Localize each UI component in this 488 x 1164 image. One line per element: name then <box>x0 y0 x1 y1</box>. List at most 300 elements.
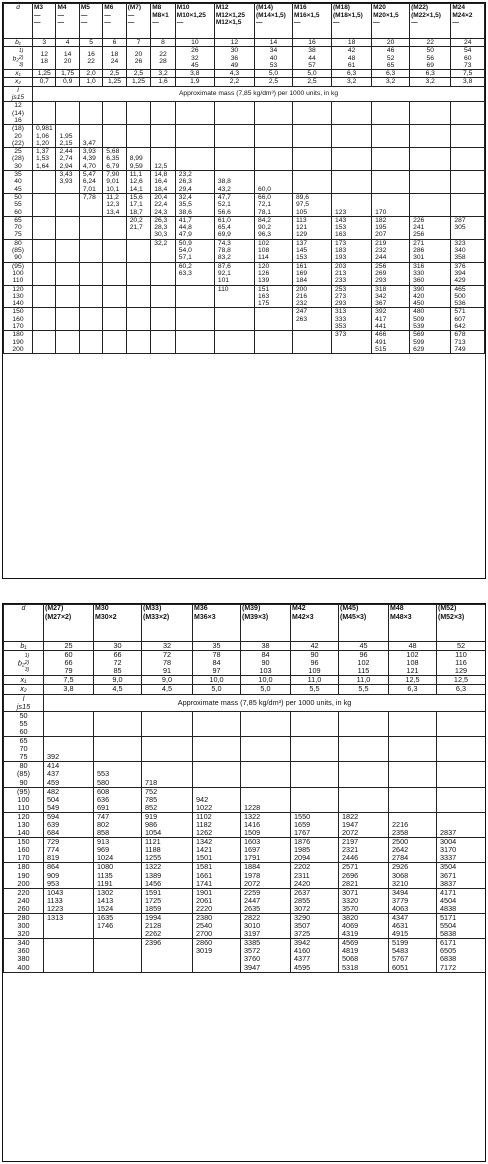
mass-value <box>296 102 330 109</box>
length-value: 190 <box>17 870 30 880</box>
mass-value: 6838 <box>440 954 457 964</box>
mass-value <box>258 133 291 140</box>
mass-cell <box>292 125 331 148</box>
mass-value <box>36 277 54 284</box>
mass-cell <box>126 125 151 148</box>
mass-cell <box>291 914 339 939</box>
size-designation: M6 <box>104 4 114 11</box>
length-value: 380 <box>17 954 30 964</box>
mass-value: 269 <box>375 269 387 277</box>
mass-cell <box>44 711 94 736</box>
mass-value: 92,1 <box>217 269 231 277</box>
size-header <box>175 4 214 39</box>
x2-row <box>4 685 486 694</box>
mass-value: 1022 <box>196 802 213 812</box>
length-value: 65 <box>14 216 22 224</box>
mass-value: 2860 <box>196 938 213 948</box>
mass-value <box>106 339 124 346</box>
mass-cell <box>255 239 293 262</box>
mass-value: 482 <box>47 787 60 796</box>
mass-value: 919 <box>145 812 158 821</box>
mass-value <box>413 186 449 193</box>
length-value: 40 <box>14 178 22 186</box>
size-designation: — <box>373 19 380 26</box>
length-group-row <box>4 762 486 787</box>
mass-value: 515 <box>375 345 387 353</box>
mass-value <box>218 346 253 353</box>
mass-value: 500 <box>454 292 466 300</box>
mass-value <box>59 308 77 315</box>
mass-value <box>130 117 150 124</box>
mass-value <box>296 117 330 124</box>
mass-cell <box>79 285 102 308</box>
mass-cell <box>332 285 372 308</box>
mass-value <box>258 308 291 315</box>
mass-value <box>83 254 101 261</box>
mass-value <box>342 745 387 753</box>
mass-value: 353 <box>335 322 347 330</box>
size-header <box>292 4 331 39</box>
mass-value: 909 <box>47 870 60 880</box>
length-group-row <box>4 939 486 972</box>
mass-value: 5068 <box>342 954 359 964</box>
mass-value: 4069 <box>342 921 359 931</box>
mass-value <box>106 323 124 330</box>
mass-value: 360 <box>413 277 425 285</box>
mass-value <box>83 125 101 132</box>
mass-value <box>179 286 213 293</box>
mass-value: 2571 <box>342 862 359 872</box>
mass-value <box>106 117 124 124</box>
length-value: 65 <box>19 736 28 746</box>
mass-value <box>145 728 191 736</box>
mass-value <box>154 286 174 293</box>
size-designation: M20×1,5 <box>373 11 399 19</box>
mass-value <box>179 339 213 346</box>
length-values <box>4 737 44 762</box>
mass-cell <box>451 216 485 239</box>
size-header-row <box>4 605 486 642</box>
mass-value: 376 <box>454 262 466 270</box>
mass-value: 163 <box>258 292 270 300</box>
mass-cell <box>332 102 372 125</box>
mass-value <box>454 209 483 216</box>
size-designation: (M52×3) <box>438 613 465 621</box>
mass-value: 102 <box>258 239 270 247</box>
b2-value: 96 <box>310 658 319 668</box>
size-header <box>332 4 372 39</box>
mass-cell <box>44 812 94 837</box>
x1-value: 9,0 <box>94 676 142 685</box>
x2-row <box>4 78 485 86</box>
b2-value: 18 <box>40 58 48 66</box>
mass-cell <box>214 285 254 308</box>
mass-value <box>218 331 253 338</box>
mass-value: 1994 <box>145 913 162 922</box>
mass-value: 2094 <box>294 853 311 863</box>
mass-value: 4160 <box>294 946 311 956</box>
mass-value <box>218 148 253 155</box>
length-value: 150 <box>17 837 30 847</box>
mass-value <box>413 201 449 208</box>
mass-value: 2784 <box>392 853 409 863</box>
mass-cell <box>389 737 437 762</box>
mass-value: 26,3 <box>178 178 192 186</box>
mass-value <box>454 148 483 155</box>
b1-value: 22 <box>410 39 451 47</box>
mass-value: 1135 <box>97 870 113 880</box>
b1-value: 32 <box>142 642 193 651</box>
mass-value: 691 <box>97 802 110 812</box>
mass-value: 5,68 <box>106 148 120 156</box>
mass-value <box>375 140 408 147</box>
mass-cell <box>175 331 214 354</box>
mass-cell <box>103 102 126 125</box>
mass-cell <box>339 711 389 736</box>
size-designation: (M14×1,5) <box>256 11 286 19</box>
mass-value <box>154 323 174 330</box>
mass-value <box>154 300 174 307</box>
size-designation: (M22×1,5) <box>411 11 441 19</box>
x2-value: 5,0 <box>241 685 291 694</box>
mass-value <box>258 339 291 346</box>
mass-cell <box>410 125 451 148</box>
mass-value: 241 <box>413 224 425 232</box>
mass-value: 2321 <box>342 845 359 855</box>
x2-value: 5,5 <box>291 685 339 694</box>
mass-value <box>154 155 174 162</box>
size-designation: — <box>127 19 135 26</box>
length-value: 190 <box>12 338 24 346</box>
size-designation: (M14) <box>256 4 273 11</box>
mass-value: 678 <box>454 331 466 339</box>
mass-value <box>335 163 370 170</box>
mass-value <box>454 140 483 147</box>
mass-value: 30,3 <box>154 231 168 239</box>
mass-value <box>440 813 484 821</box>
mass-cell <box>332 216 372 239</box>
x2-value: 0,7 <box>33 78 56 86</box>
mass-value <box>342 770 387 778</box>
mass-value: 316 <box>413 262 425 270</box>
mass-cell <box>437 787 486 812</box>
mass-value <box>196 745 239 753</box>
length-value: 12 <box>14 102 22 110</box>
x2-value: 3,8 <box>44 685 94 694</box>
mass-value <box>106 240 124 247</box>
mass-cell <box>332 193 372 216</box>
size-designation: (M33×2) <box>143 613 170 621</box>
mass-value: 1133 <box>47 895 63 905</box>
mass-value: 89,6 <box>295 193 309 201</box>
mass-value: 749 <box>454 345 466 353</box>
length-group-row <box>4 737 486 762</box>
mass-value: 1228 <box>244 802 261 812</box>
mass-cell <box>291 737 339 762</box>
mass-value: 373 <box>335 331 347 339</box>
mass-value: 1054 <box>145 828 162 838</box>
mass-cell <box>241 863 291 888</box>
x1-row <box>4 676 486 685</box>
size-designation: M30 <box>95 605 109 612</box>
b2-value: 84 <box>212 658 221 668</box>
b2-value: 61 <box>347 61 356 69</box>
mass-cell <box>33 193 56 216</box>
mass-note: Approximate mass (7,85 kg/dm³) per 1000 units, in kg <box>33 86 485 102</box>
mass-value: 15,6 <box>129 193 143 201</box>
b1-row <box>4 642 486 651</box>
mass-value: 293 <box>335 300 347 308</box>
mass-cell <box>372 239 410 262</box>
length-group-row <box>4 216 485 239</box>
x1-value: 6,3 <box>332 70 372 78</box>
b2-value: 78 <box>212 650 221 660</box>
mass-value: 18,4 <box>154 185 168 193</box>
mass-value <box>196 728 239 736</box>
mass-value <box>440 762 484 770</box>
size-header <box>33 4 56 39</box>
mass-value: 3197 <box>244 929 261 939</box>
mass-value: 7,01 <box>82 185 96 193</box>
mass-value: 480 <box>413 308 425 316</box>
mass-cell <box>451 331 485 354</box>
mass-value <box>179 140 213 147</box>
mass-value <box>83 339 101 346</box>
b2-values <box>339 651 389 676</box>
mass-cell <box>410 285 451 308</box>
length-values <box>4 262 33 285</box>
mass-cell <box>291 711 339 736</box>
b2-value: 36 <box>230 54 239 62</box>
mass-value: 129 <box>295 231 308 239</box>
size-header <box>126 4 151 39</box>
mass-cell <box>451 262 485 285</box>
mass-cell <box>193 711 241 736</box>
mass-value <box>36 286 54 293</box>
mass-cell <box>151 216 176 239</box>
mass-value: 684 <box>47 828 60 838</box>
mass-cell <box>437 737 486 762</box>
x2-value: 3,2 <box>372 78 410 86</box>
mass-value: 2072 <box>342 828 359 838</box>
mass-value: 6,79 <box>106 162 120 170</box>
mass-value: 78,1 <box>258 208 272 216</box>
mass-cell <box>103 285 126 308</box>
mass-value <box>335 117 370 124</box>
mass-value <box>179 323 213 330</box>
mass-cell <box>103 193 126 216</box>
mass-value <box>244 728 289 736</box>
mass-value <box>294 804 337 812</box>
mass-value: 718 <box>145 777 158 787</box>
size-designation: (M18) <box>333 4 350 11</box>
mass-value: 367 <box>375 300 387 308</box>
length-value: 160 <box>17 845 30 855</box>
mass-cell <box>332 171 372 194</box>
x1-value: 11,0 <box>291 676 339 685</box>
length-values <box>4 914 44 939</box>
size-designation: M24×2 <box>452 11 473 19</box>
mass-value <box>59 263 77 270</box>
b2-values <box>44 651 94 676</box>
x2-label: x₂ <box>4 78 33 86</box>
length-value: 20 <box>14 132 22 140</box>
mass-value: 50,9 <box>178 239 192 247</box>
x1-value: 3,8 <box>175 70 214 78</box>
b2-value: 54 <box>463 47 472 55</box>
mass-value: 986 <box>145 819 158 829</box>
mass-value <box>375 102 408 109</box>
size-designation: — <box>57 19 64 26</box>
mass-value <box>83 102 101 109</box>
mass-value: 1524 <box>97 903 114 913</box>
mass-cell <box>142 914 193 939</box>
mass-value <box>413 125 449 132</box>
mass-value <box>154 102 174 109</box>
b1-value: 24 <box>451 39 485 47</box>
mass-value: 607 <box>454 315 466 323</box>
b2-value: 78 <box>162 658 172 668</box>
mass-cell <box>241 888 291 913</box>
mass-value: 1767 <box>294 828 311 838</box>
b2-values <box>332 47 372 70</box>
mass-cell <box>79 102 102 125</box>
b2-value: 45 <box>191 61 199 69</box>
mass-value: 5504 <box>440 921 457 931</box>
mass-value <box>36 293 54 300</box>
mass-value: 6,24 <box>82 178 96 186</box>
mass-value <box>36 102 54 109</box>
mass-cell <box>151 193 176 216</box>
mass-value: 1342 <box>196 837 213 847</box>
length-value: 90 <box>19 777 28 787</box>
b2-value: 65 <box>386 61 395 69</box>
mass-value <box>244 762 289 770</box>
mass-cell <box>79 308 102 331</box>
length-value: 16 <box>14 116 22 124</box>
b1-value: 35 <box>193 642 241 651</box>
mass-value: 3210 <box>392 878 409 888</box>
mass-value <box>130 286 150 293</box>
l-label: l js15 <box>4 86 33 102</box>
mass-value: 232 <box>375 247 387 255</box>
mass-value <box>375 133 408 140</box>
size-designation: — <box>452 19 459 26</box>
b1-value: 6 <box>103 39 126 47</box>
mass-value: 1,37 <box>36 148 50 156</box>
mass-cell <box>44 939 94 972</box>
size-header <box>142 605 193 642</box>
mass-value <box>294 762 337 770</box>
mass-value <box>106 300 124 307</box>
mass-value: 6171 <box>440 938 457 948</box>
size-header-row <box>4 4 485 39</box>
b2-values <box>56 47 79 70</box>
b2-label <box>4 651 44 676</box>
mass-value <box>36 247 54 254</box>
mass-cell <box>292 285 331 308</box>
mass-value <box>47 947 92 955</box>
mass-cell <box>255 308 293 331</box>
mass-value <box>106 331 124 338</box>
size-designation: (M33) <box>143 605 162 612</box>
mass-value: 2202 <box>294 862 311 872</box>
mass-value <box>244 779 289 787</box>
mass-value: 3570 <box>342 903 359 913</box>
mass-value: 1188 <box>145 845 161 855</box>
x1-value: 10,0 <box>241 676 291 685</box>
mass-value: 21,7 <box>129 224 143 232</box>
mass-value: 3820 <box>342 913 359 922</box>
mass-value: 11,2 <box>106 193 119 201</box>
mass-cell <box>339 812 389 837</box>
size-header <box>255 4 293 39</box>
mass-cell <box>126 308 151 331</box>
mass-value <box>36 186 54 193</box>
mass-value: 96,3 <box>258 231 272 239</box>
mass-cell <box>175 171 214 194</box>
mass-value <box>440 728 484 736</box>
mass-value <box>392 770 435 778</box>
mass-value <box>36 178 54 185</box>
mass-value <box>196 762 239 770</box>
mass-value: 244 <box>375 254 387 262</box>
b2-value: 38 <box>308 47 316 55</box>
mass-value: 6051 <box>392 962 409 972</box>
b1-value: 30 <box>94 642 142 651</box>
mass-cell <box>142 787 193 812</box>
mass-value: 47,9 <box>178 231 192 239</box>
mass-value <box>296 186 330 193</box>
mass-value <box>258 110 291 117</box>
mass-value: 969 <box>97 845 110 855</box>
mass-value <box>130 110 150 117</box>
mass-value <box>106 217 124 224</box>
mass-value: 6,35 <box>106 155 120 163</box>
mass-value <box>342 804 387 812</box>
x1-value: 1,25 <box>33 70 56 78</box>
size-designation: — <box>293 19 301 26</box>
mass-cell <box>241 812 291 837</box>
mass-value <box>97 753 140 761</box>
mass-cell <box>79 125 102 148</box>
mass-value: 1255 <box>145 853 162 863</box>
mass-value <box>59 346 77 353</box>
b2-values <box>214 47 254 70</box>
mass-value <box>375 110 408 117</box>
mass-value: 57,1 <box>178 254 192 262</box>
size-designation: — <box>104 19 111 26</box>
mass-value <box>258 155 291 162</box>
mass-cell <box>175 102 214 125</box>
mass-value <box>218 339 253 346</box>
mass-value <box>342 737 387 745</box>
size-header <box>94 605 142 642</box>
mass-value <box>440 804 484 812</box>
x2-value: 4,5 <box>142 685 193 694</box>
mass-value: 9,01 <box>106 178 120 186</box>
mass-value: 293 <box>375 277 387 285</box>
mass-value: 2447 <box>244 895 261 905</box>
b2-value: 90 <box>261 658 270 668</box>
length-value: 35 <box>14 171 22 179</box>
mass-value <box>36 194 54 201</box>
size-designation: (M45) <box>340 605 359 612</box>
mass-value <box>83 263 101 270</box>
mass-cell <box>33 308 56 331</box>
mass-value: 4319 <box>342 929 359 939</box>
mass-value: 2700 <box>196 929 213 939</box>
